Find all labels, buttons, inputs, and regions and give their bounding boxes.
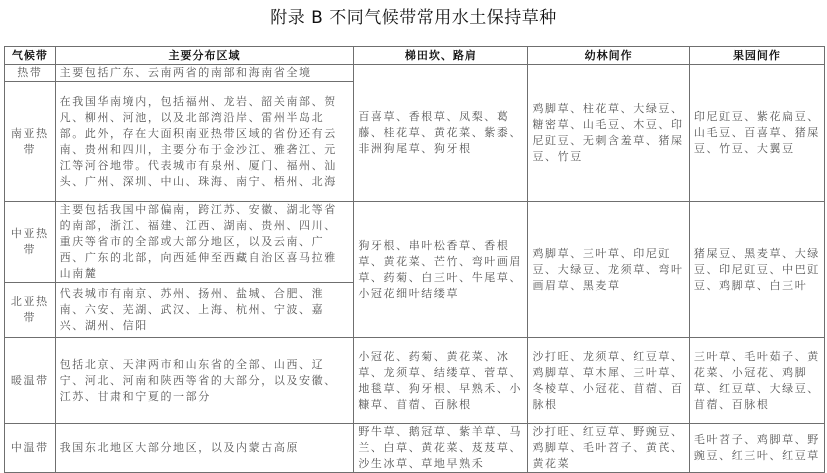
table-header-row bbox=[5, 47, 825, 65]
header-terrace-roadside: 梯田坎、路肩 bbox=[354, 47, 528, 65]
region-cell: 我国东北地区大部分地区，以及内蒙古高原 bbox=[55, 424, 354, 473]
header-orchard-intercrop: 果园间作 bbox=[689, 47, 824, 65]
climate-zone-cell: 北亚热带 bbox=[5, 283, 56, 338]
climate-zone-cell: 暖温带 bbox=[5, 338, 56, 424]
climate-zone-cell: 南亚热带 bbox=[5, 82, 56, 202]
table-row bbox=[5, 424, 825, 473]
young-forest-species-cell: 沙打旺、红豆草、野豌豆、鸡脚草、毛叶苕子、黄芪、黄花菜 bbox=[528, 424, 689, 473]
region-cell: 在我国华南境内，包括福州、龙岩、韶关南部、贺凡、柳州、河池，以及北部湾沿岸、雷州半岛北部。此外，存在大面积南亚热带区域的省份还有云南、贵州和四川，主要分布于金沙江、雅砻江、元江等河谷地带。代表城市有泉州、厦门、福州、汕头、广州、深圳、中山、珠海、南宁、梧州、北海 bbox=[55, 82, 354, 202]
young-forest-species-cell: 沙打旺、龙须草、红豆草、鸡脚草、草木犀、三叶草、冬棱草、小冠花、苜蓿、百脉根 bbox=[528, 338, 689, 424]
terrace-species-cell: 百喜草、香根草、凤梨、葛藤、桂花草、黄花菜、紫黍、非洲狗尾草、狗牙根 bbox=[354, 65, 528, 202]
orchard-species-cell: 猪屎豆、黑麦草、大绿豆、印尼豇豆、中巴豇豆、鸡脚草、白三叶 bbox=[689, 202, 824, 338]
grass-species-table bbox=[4, 46, 825, 473]
young-forest-species-cell: 鸡脚草、柱花草、大绿豆、糖密草、山毛豆、木豆、印尼豇豆、无刺含羞草、猪屎豆、竹豆 bbox=[528, 65, 689, 202]
orchard-species-cell: 印尼豇豆、紫花扁豆、山毛豆、百喜草、猪屎豆、竹豆、大翼豆 bbox=[689, 65, 824, 202]
header-young-forest-intercrop: 幼林间作 bbox=[528, 47, 689, 65]
terrace-species-cell: 狗牙根、串叶松香草、香根草、黄花菜、芒竹、弯叶画眉草、药菊、白三叶、牛尾草、小冠花细叶结缕草 bbox=[354, 202, 528, 338]
page-title: 附录 B 不同气候带常用水土保持草种 bbox=[270, 8, 557, 28]
terrace-species-cell: 小冠花、药菊、黄花菜、冰草、龙须草、结缕草、菅草、地毯草、狗牙根、早熟禾、小糠草、苜蓿、百脉根 bbox=[354, 338, 528, 424]
table-row bbox=[5, 338, 825, 424]
table-row bbox=[5, 65, 825, 82]
climate-zone-cell: 热带 bbox=[5, 65, 56, 82]
climate-zone-cell: 中亚热带 bbox=[5, 202, 56, 283]
table-row bbox=[5, 202, 825, 283]
region-cell: 主要包括我国中部偏南，跨江苏、安徽、湖北等省的南部，浙江、福建、江西、湖南、贵州、四川、重庆等省市的全部或大部分地区，以及云南、广西、广东的北部，向西延伸至西藏自治区喜马拉雅山南麓 bbox=[55, 202, 354, 283]
header-distribution-region: 主要分布区域 bbox=[55, 47, 354, 65]
climate-zone-cell: 中温带 bbox=[5, 424, 56, 473]
orchard-species-cell: 毛叶苕子、鸡脚草、野豌豆、红三叶、红豆草 bbox=[689, 424, 824, 473]
young-forest-species-cell: 鸡脚草、三叶草、印尼豇豆、大绿豆、龙须草、弯叶画眉草、黑麦草 bbox=[528, 202, 689, 338]
header-climate-zone: 气候带 bbox=[5, 47, 56, 65]
region-cell: 主要包括广东、云南两省的南部和海南省全境 bbox=[55, 65, 354, 82]
region-cell: 代表城市有南京、苏州、扬州、盐城、合肥、淮南、六安、芜湖、武汉、上海、杭州、宁波、嘉兴、湖州、信阳 bbox=[55, 283, 354, 338]
orchard-species-cell: 三叶草、毛叶茹子、黄花菜、小冠花、鸡脚草、红豆草、大绿豆、苜蓿、百脉根 bbox=[689, 338, 824, 424]
region-cell: 包括北京、天津两市和山东省的全部、山西、辽宁、河北、河南和陕西等省的大部分，以及安徽、江苏、甘肃和宁夏的一部分 bbox=[55, 338, 354, 424]
terrace-species-cell: 野牛草、鹅冠草、紫羊草、马兰、白草、黄花菜、芨芨草、沙生冰草、草地早熟禾 bbox=[354, 424, 528, 473]
